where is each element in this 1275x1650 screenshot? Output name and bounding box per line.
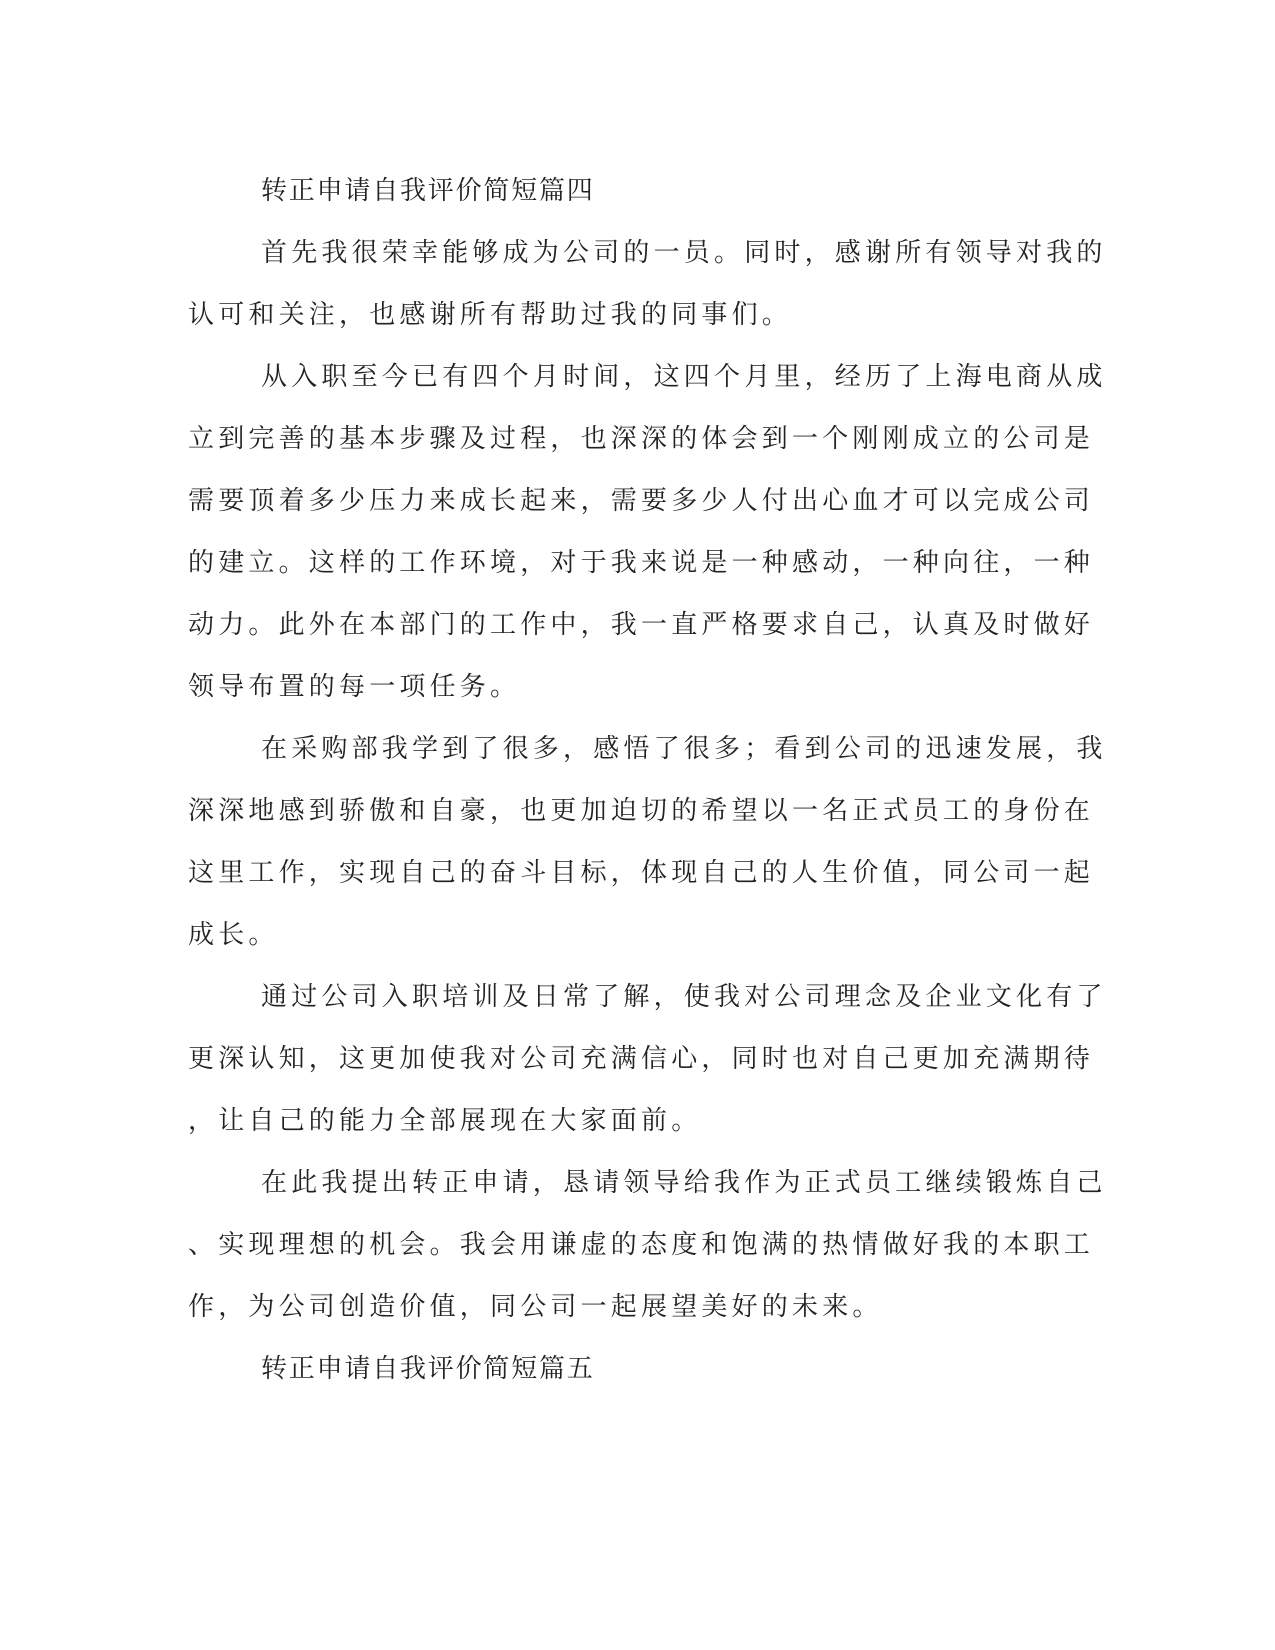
text-line: 在此我提出转正申请，恳请领导给我作为正式员工继续锻炼自己 [261, 1168, 1107, 1198]
text-line: 、实现理想的机会。我会用谦虚的态度和饱满的热情做好我的本职工 [188, 1230, 1095, 1260]
text-line: ，让自己的能力全部展现在大家面前。 [188, 1106, 702, 1136]
paragraph-4 [188, 966, 1107, 1152]
text-line: 领导布置的每一项任务。 [188, 672, 521, 702]
text-line: 更深认知，这更加使我对公司充满信心，同时也对自己更加充满期待 [188, 1044, 1095, 1074]
text-line: 作，为公司创造价值，同公司一起展望美好的未来。 [188, 1292, 883, 1322]
text-line: 深深地感到骄傲和自豪，也更加迫切的希望以一名正式员工的身份在 [188, 796, 1095, 826]
text-line: 从入职至今已有四个月时间，这四个月里，经历了上海电商从成 [261, 362, 1107, 392]
paragraph-3 [188, 718, 1107, 966]
paragraph-5 [188, 1152, 1107, 1338]
text-line: 的建立。这样的工作环境，对于我来说是一种感动，一种向往，一种 [188, 548, 1095, 578]
text-line: 首先我很荣幸能够成为公司的一员。同时，感谢所有领导对我的 [261, 238, 1107, 268]
text-line: 认可和关注，也感谢所有帮助过我的同事们。 [188, 300, 793, 330]
text-line: 这里工作，实现自己的奋斗目标，体现自己的人生价值，同公司一起 [188, 858, 1095, 888]
text-line: 动力。此外在本部门的工作中，我一直严格要求自己，认真及时做好 [188, 610, 1095, 640]
text-line: 立到完善的基本步骤及过程，也深深的体会到一个刚刚成立的公司是 [188, 424, 1095, 454]
paragraph-1 [188, 222, 1107, 346]
section-heading-5: 转正申请自我评价简短篇五 [261, 1354, 595, 1384]
text-line: 需要顶着多少压力来成长起来，需要多少人付出心血才可以完成公司 [188, 486, 1095, 516]
text-line: 在采购部我学到了很多，感悟了很多；看到公司的迅速发展，我 [261, 734, 1107, 764]
paragraph-2 [188, 346, 1107, 718]
text-line: 成长。 [188, 920, 279, 950]
document-body [188, 160, 1107, 1400]
section-heading-4: 转正申请自我评价简短篇四 [261, 176, 595, 206]
text-line: 通过公司入职培训及日常了解，使我对公司理念及企业文化有了 [261, 982, 1107, 1012]
